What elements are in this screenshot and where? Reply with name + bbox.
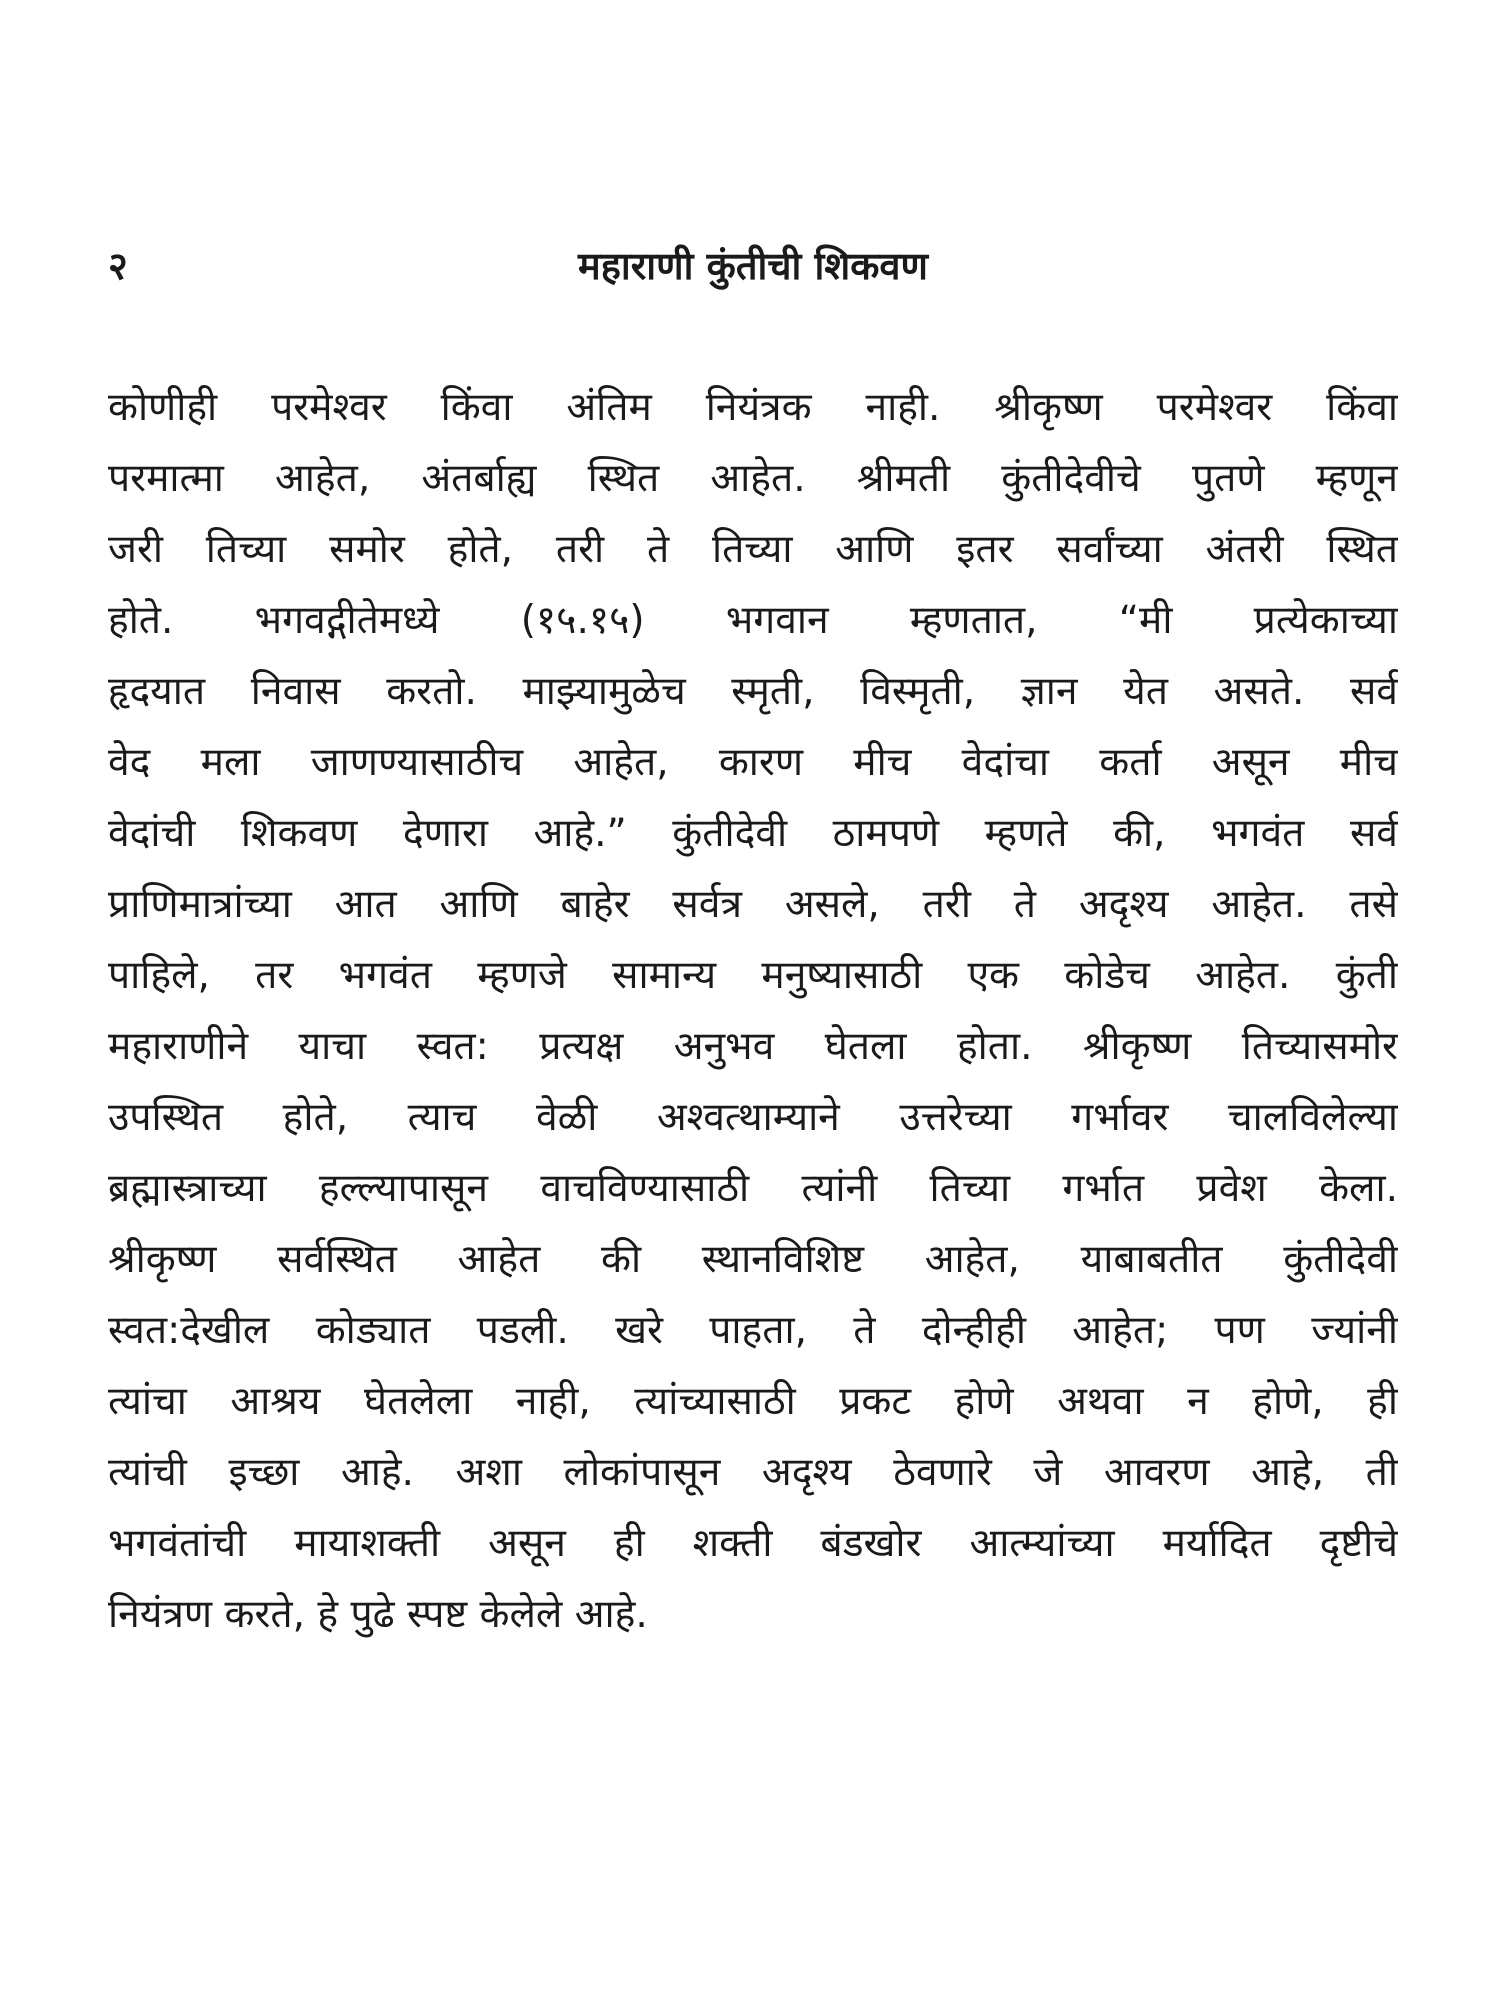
body-paragraph	[108, 372, 1398, 1650]
text-line: पाहिले, तर भगवंत म्हणजे सामान्य मनुष्यासाठी एक कोडेच आहेत. कुंती	[108, 953, 1398, 998]
text-line: श्रीकृष्ण सर्वस्थित आहेत की स्थानविशिष्ट आहेत, याबाबतीत कुंतीदेवी	[108, 1237, 1398, 1282]
text-line: त्यांची इच्छा आहे. अशा लोकांपासून अदृश्य ठेवणारे जे आवरण आहे, ती	[108, 1450, 1398, 1495]
text-line: वेद मला जाणण्यासाठीच आहेत, कारण मीच वेदांचा कर्ता असून मीच	[108, 740, 1398, 785]
text-line: ब्रह्मास्त्राच्या हल्ल्यापासून वाचविण्यासाठी त्यांनी तिच्या गर्भात प्रवेश केला.	[108, 1166, 1398, 1211]
text-line: महाराणीने याचा स्वत: प्रत्यक्ष अनुभव घेतला होता. श्रीकृष्ण तिच्यासमोर	[108, 1024, 1398, 1069]
text-line: होते. भगवद्गीतेमध्ये (१५.१५) भगवान म्हणतात, “मी प्रत्येकाच्या	[108, 598, 1398, 643]
text-line: भगवंतांची मायाशक्ती असून ही शक्ती बंडखोर आत्म्यांच्या मर्यादित दृष्टीचे	[108, 1521, 1398, 1566]
text-line: नियंत्रण करते, हे पुढे स्पष्ट केलेले आहे.	[108, 1592, 648, 1637]
text-line: त्यांचा आश्रय घेतलेला नाही, त्यांच्यासाठी प्रकट होणे अथवा न होणे, ही	[108, 1379, 1398, 1424]
text-line: परमात्मा आहेत, अंतर्बाह्य स्थित आहेत. श्रीमती कुंतीदेवीचे पुतणे म्हणून	[108, 456, 1398, 501]
text-line: कोणीही परमेश्वर किंवा अंतिम नियंत्रक नाही. श्रीकृष्ण परमेश्वर किंवा	[108, 385, 1398, 430]
text-line: हृदयात निवास करतो. माझ्यामुळेच स्मृती, विस्मृती, ज्ञान येत असते. सर्व	[108, 669, 1398, 714]
page-number: २	[108, 244, 128, 288]
text-line: प्राणिमात्रांच्या आत आणि बाहेर सर्वत्र असले, तरी ते अदृश्य आहेत. तसे	[108, 882, 1398, 927]
running-head	[108, 236, 1398, 296]
text-line: वेदांची शिकवण देणारा आहे.” कुंतीदेवी ठामपणे म्हणते की, भगवंत सर्व	[108, 811, 1398, 856]
text-line: स्वत:देखील कोड्यात पडली. खरे पाहता, ते दोन्हीही आहेत; पण ज्यांनी	[108, 1308, 1398, 1353]
text-line: जरी तिच्या समोर होते, तरी ते तिच्या आणि इतर सर्वांच्या अंतरी स्थित	[108, 527, 1398, 572]
running-title: महाराणी कुंतीची शिकवण	[577, 244, 929, 288]
text-line: उपस्थित होते, त्याच वेळी अश्वत्थाम्याने उत्तरेच्या गर्भावर चालविलेल्या	[108, 1095, 1398, 1140]
